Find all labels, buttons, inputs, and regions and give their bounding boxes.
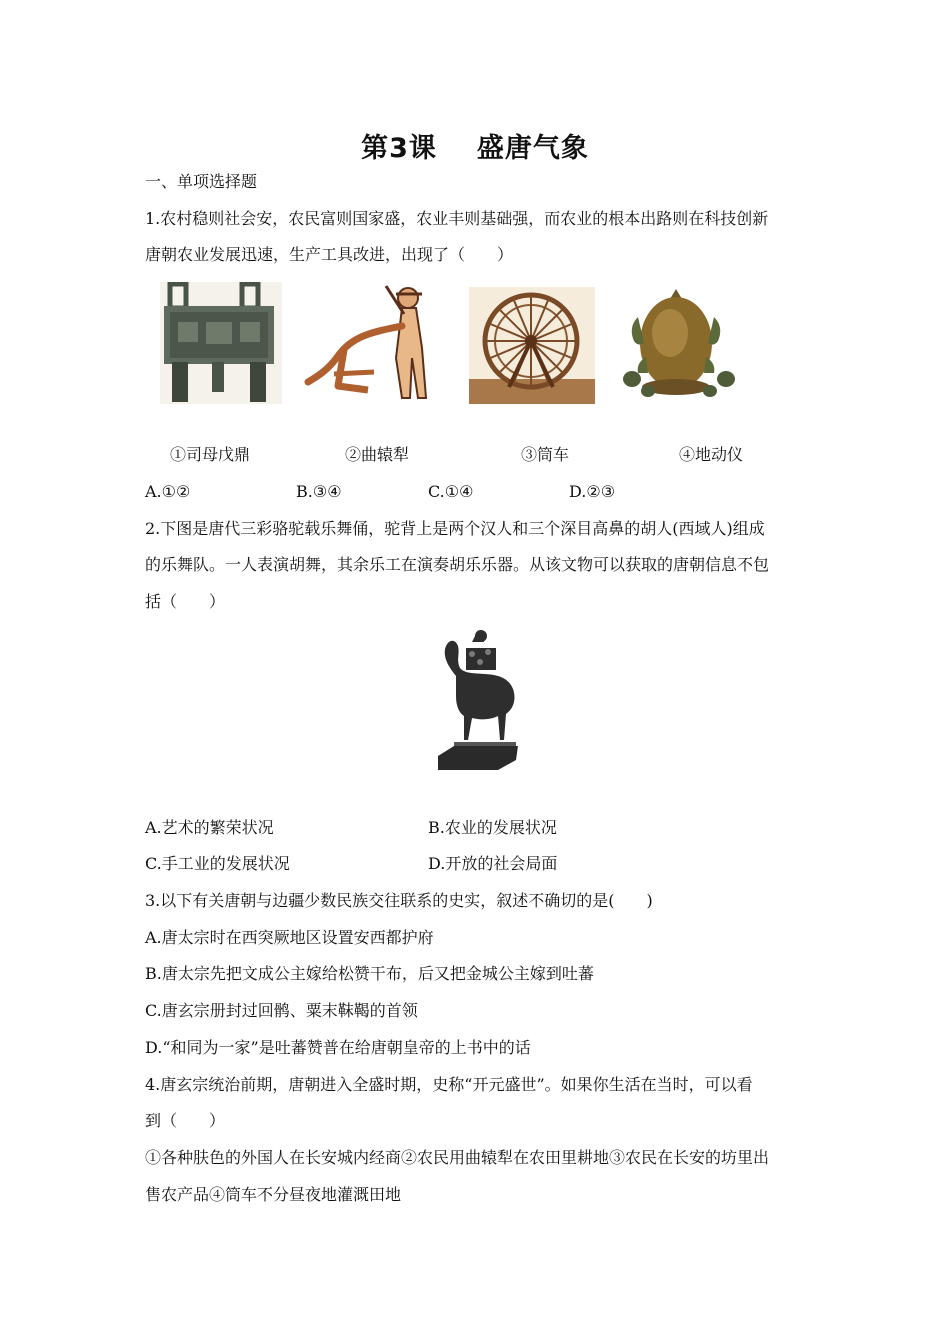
q1-option-a: A.①② — [145, 482, 191, 501]
q1-stem-line1: 1.农村稳则社会安，农民富则国家盛，农业丰则基础强，而农业的根本出路则在科技创新 — [145, 209, 769, 228]
q1-option-c: C.①④ — [428, 482, 474, 501]
lesson-name: 盛唐气象 — [476, 133, 589, 164]
q1-stem-line2: 唐朝农业发展迅速，生产工具改进，出现了（ ） — [145, 245, 514, 264]
q2-stem-line2: 的乐舞队。一人表演胡舞，其余乐工在演奏胡乐乐器。从该文物可以获取的唐朝信息不包 — [145, 555, 770, 574]
q4-statement-line2: 售农产品④筒车不分昼夜地灌溉田地 — [145, 1185, 402, 1204]
q2-stem-line3: 括（ ） — [145, 592, 226, 611]
q4-stem-line1: 4.唐玄宗统治前期，唐朝进入全盛时期，史称“开元盛世”。如果你生活在当时，可以看 — [145, 1075, 753, 1094]
q2-option-d: D.开放的社会局面 — [428, 854, 558, 873]
q1-option-b: B.③④ — [296, 482, 342, 501]
q3-stem: 3.以下有关唐朝与边疆少数民族交往联系的史实，叙述不确切的是( ) — [145, 891, 653, 910]
q1-caption-4: ④地动仪 — [679, 445, 744, 464]
q2-option-a: A.艺术的繁荣状况 — [145, 818, 274, 837]
q3-option-d: D.“和同为一家”是吐蕃赞普在给唐朝皇帝的上书中的话 — [145, 1038, 531, 1057]
section-heading: 一、单项选择题 — [145, 172, 258, 191]
simuwu-ding-image — [160, 282, 282, 404]
q4-statement-line1: ①各种肤色的外国人在长安城内经商②农民用曲辕犁在农田里耕地③农民在长安的坊里出 — [145, 1148, 770, 1167]
q1-caption-2: ②曲辕犁 — [345, 445, 410, 464]
q3-option-c: C.唐玄宗册封过回鹘、粟末靺鞨的首领 — [145, 1001, 418, 1020]
q3-option-a: A.唐太宗时在西突厥地区设置安西都护府 — [145, 928, 434, 947]
q2-stem-line1: 2.下图是唐代三彩骆驼载乐舞俑，驼背上是两个汉人和三个深目高鼻的胡人(西域人)组成 — [145, 519, 765, 538]
q2-option-b: B.农业的发展状况 — [428, 818, 557, 837]
lesson-number: 第3课 — [361, 133, 437, 164]
q3-option-b: B.唐太宗先把文成公主嫁给松赞干布，后又把金城公主嫁到吐蕃 — [145, 964, 594, 983]
quyuan-plough-image — [304, 278, 440, 406]
camel-figurine-image — [436, 628, 520, 770]
q1-option-d: D.②③ — [569, 482, 616, 501]
didongyi-seismograph-image — [618, 287, 740, 404]
tongche-waterwheel-image — [469, 287, 595, 404]
page-title — [0, 126, 950, 165]
q1-caption-3: ③筒车 — [521, 445, 570, 464]
q1-caption-1: ①司母戊鼎 — [170, 445, 251, 464]
q4-stem-line2: 到（ ） — [145, 1111, 226, 1130]
q2-option-c: C.手工业的发展状况 — [145, 854, 290, 873]
